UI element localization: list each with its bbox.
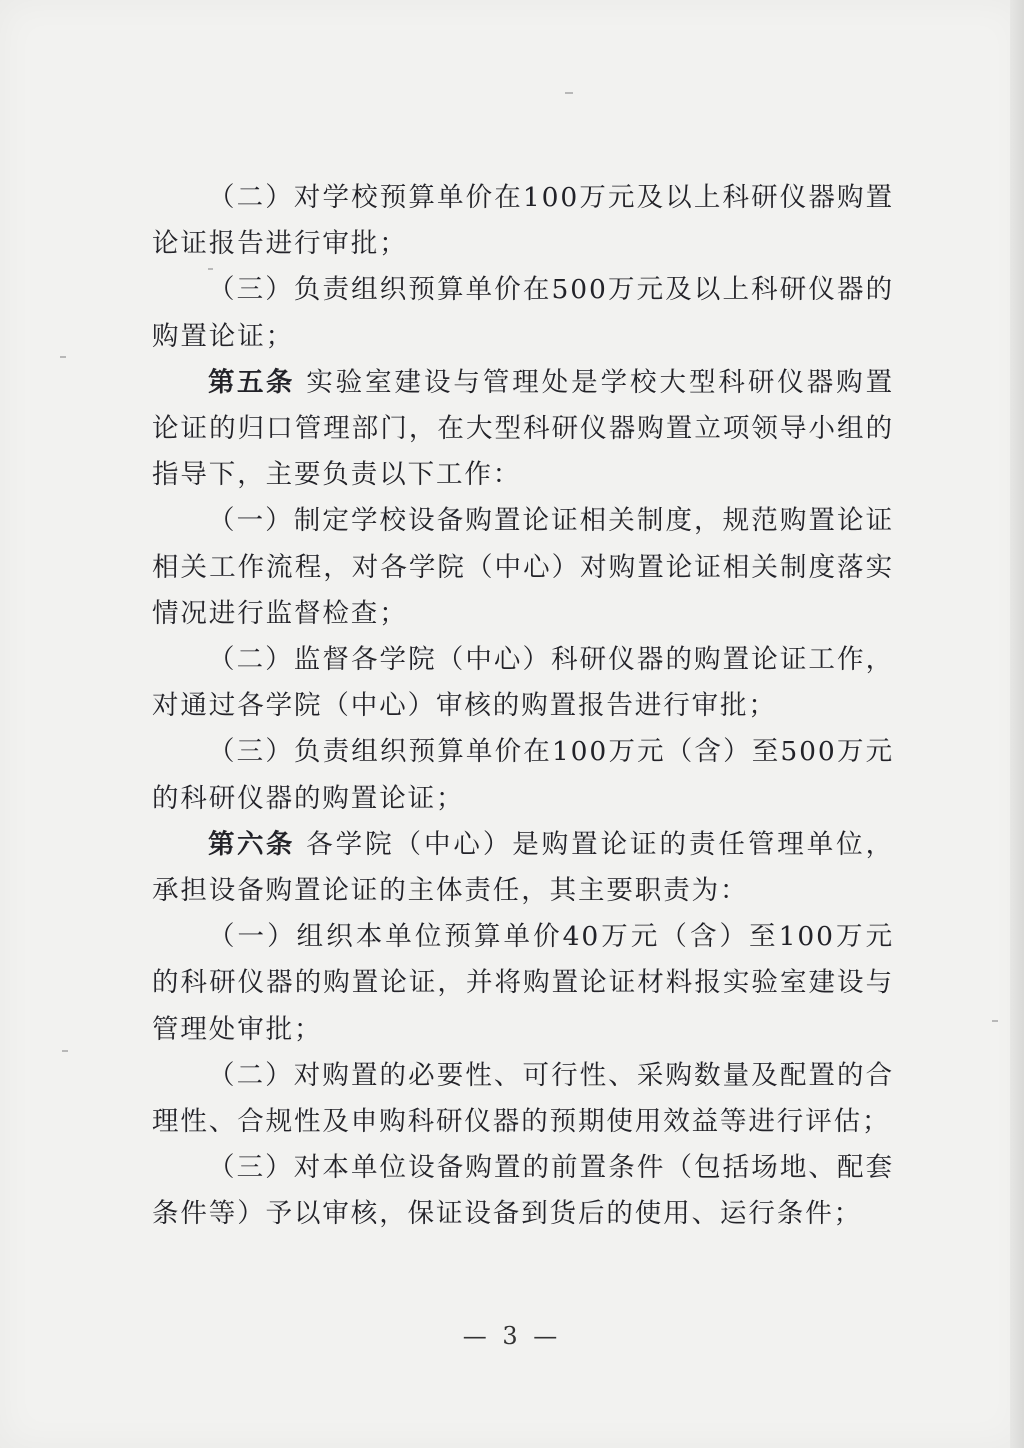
page-number: — 3 — (462, 1322, 562, 1350)
paragraph-text: （一）组织本单位预算单价40万元（含）至100万元的科研仪器的购置论证，并将购置论证材料报实验室建设与管理处审批； (152, 921, 894, 1045)
paragraph (152, 1053, 894, 1145)
paragraph (152, 729, 894, 821)
scan-speck (62, 1050, 68, 1052)
scan-speck (992, 1020, 998, 1022)
paragraph (152, 498, 894, 637)
page-edge (1010, 0, 1024, 1448)
article-label: 第五条 (208, 366, 295, 398)
paragraph-text: （一）制定学校设备购置论证相关制度，规范购置论证相关工作流程，对各学院（中心）对购置论证相关制度落实情况进行监督检查； (152, 505, 894, 629)
article-paragraph (152, 360, 894, 499)
scan-speck (565, 92, 573, 94)
paragraph-text: （二）对学校预算单价在100万元及以上科研仪器购置论证报告进行审批； (152, 182, 894, 260)
article-label: 第六条 (208, 828, 295, 860)
paragraph-text: （三）对本单位设备购置的前置条件（包括场地、配套条件等）予以审核，保证设备到货后的使用、运行条件； (152, 1152, 894, 1230)
paragraph (152, 267, 894, 359)
scan-speck (60, 356, 66, 358)
paragraph (152, 637, 894, 729)
paragraph (152, 175, 894, 267)
paragraph (152, 1145, 894, 1237)
paragraph-text: 各学院（中心）是购置论证的责任管理单位，承担设备购置论证的主体责任，其主要职责为： (152, 828, 894, 907)
paragraph-text: （三）负责组织预算单价在100万元（含）至500万元的科研仪器的购置论证； (152, 736, 894, 814)
paragraph-text: （二）监督各学院（中心）科研仪器的购置论证工作，对通过各学院（中心）审核的购置报告进行审批； (152, 644, 894, 722)
article-paragraph (152, 822, 894, 914)
paragraph-text: 实验室建设与管理处是学校大型科研仪器购置论证的归口管理部门，在大型科研仪器购置立项领导小组的指导下，主要负责以下工作： (152, 366, 894, 491)
document-body (152, 175, 894, 1238)
paragraph-text: （三）负责组织预算单价在500万元及以上科研仪器的购置论证； (152, 274, 894, 352)
paragraph-text: （二）对购置的必要性、可行性、采购数量及配置的合理性、合规性及申购科研仪器的预期使用效益等进行评估； (152, 1059, 894, 1138)
paragraph (152, 914, 894, 1053)
